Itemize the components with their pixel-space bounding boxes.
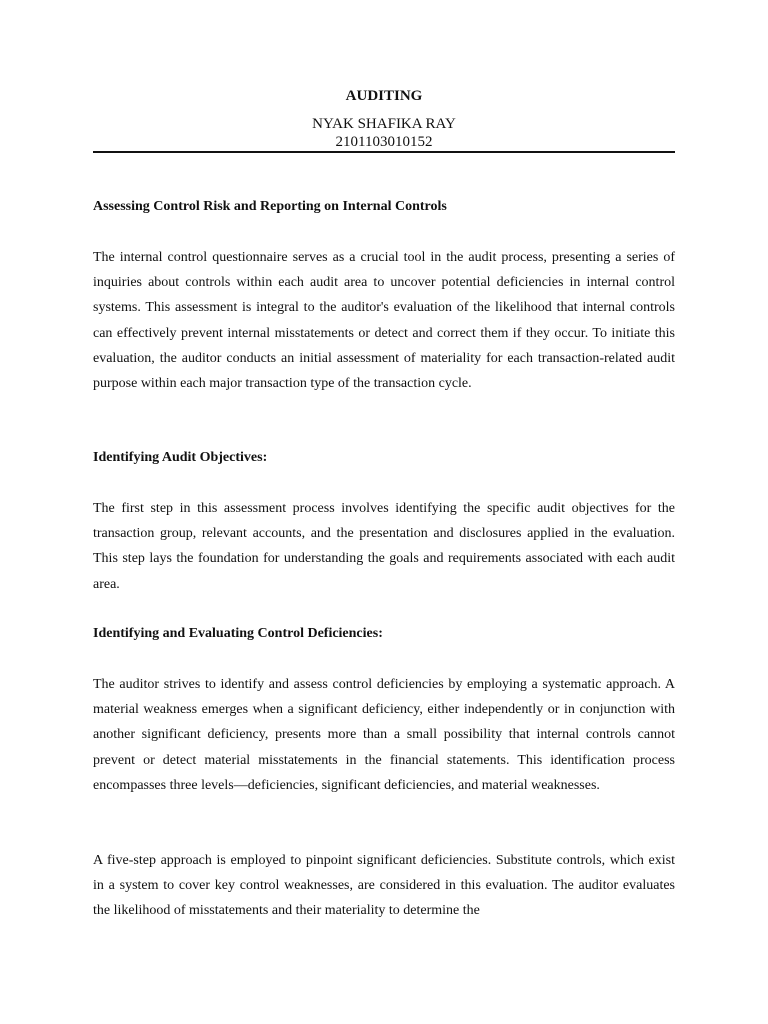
paragraph-internal-control-questionnaire: The internal control questionnaire serves as a crucial tool in the audit process, presenting a series of inquiries about controls within each audit area to uncover potential deficiencies in internal control systems. This assessment is integral to the auditor's evaluation of the likelihood that internal controls can effectively prevent internal misstatements or detect and correct them if they occur. To initiate this evaluation, the auditor conducts an initial assessment of materiality for each transaction-related audit purpose within each major transaction type of the transaction cycle. xyxy=(93,250,675,392)
header-divider xyxy=(93,151,675,153)
student-id: 2101103010152 xyxy=(335,134,433,150)
author-name: NYAK SHAFIKA RAY xyxy=(312,116,456,132)
section-heading-control-risk: Assessing Control Risk and Reporting on Internal Controls xyxy=(93,199,447,214)
section-heading-control-deficiencies: Identifying and Evaluating Control Deficiencies: xyxy=(93,626,383,641)
paragraph-control-deficiencies: The auditor strives to identify and assess control deficiencies by employing a systematic approach. A material weakness emerges when a significant deficiency, either independently or in conjunction with another significant deficiency, presents more than a small possibility that internal controls cannot prevent or detect material misstatements in the financial statements. This identification process encompasses three levels—deficiencies, significant deficiencies, and material weaknesses. xyxy=(93,677,675,793)
paragraph-audit-objectives: The first step in this assessment process involves identifying the specific audit objectives for the transaction group, relevant accounts, and the presentation and disclosures applied in the evaluation. This step lays the foundation for understanding the goals and requirements associated with each audit area. xyxy=(93,501,675,592)
section-heading-audit-objectives: Identifying Audit Objectives: xyxy=(93,450,268,465)
document-title: AUDITING xyxy=(345,88,423,104)
paragraph-five-step-approach: A five-step approach is employed to pinpoint significant deficiencies. Substitute controls, which exist in a system to cover key control weaknesses, are considered in this evaluation. The auditor evaluates the likelihood of misstatements and their materiality to determine the xyxy=(93,853,675,919)
